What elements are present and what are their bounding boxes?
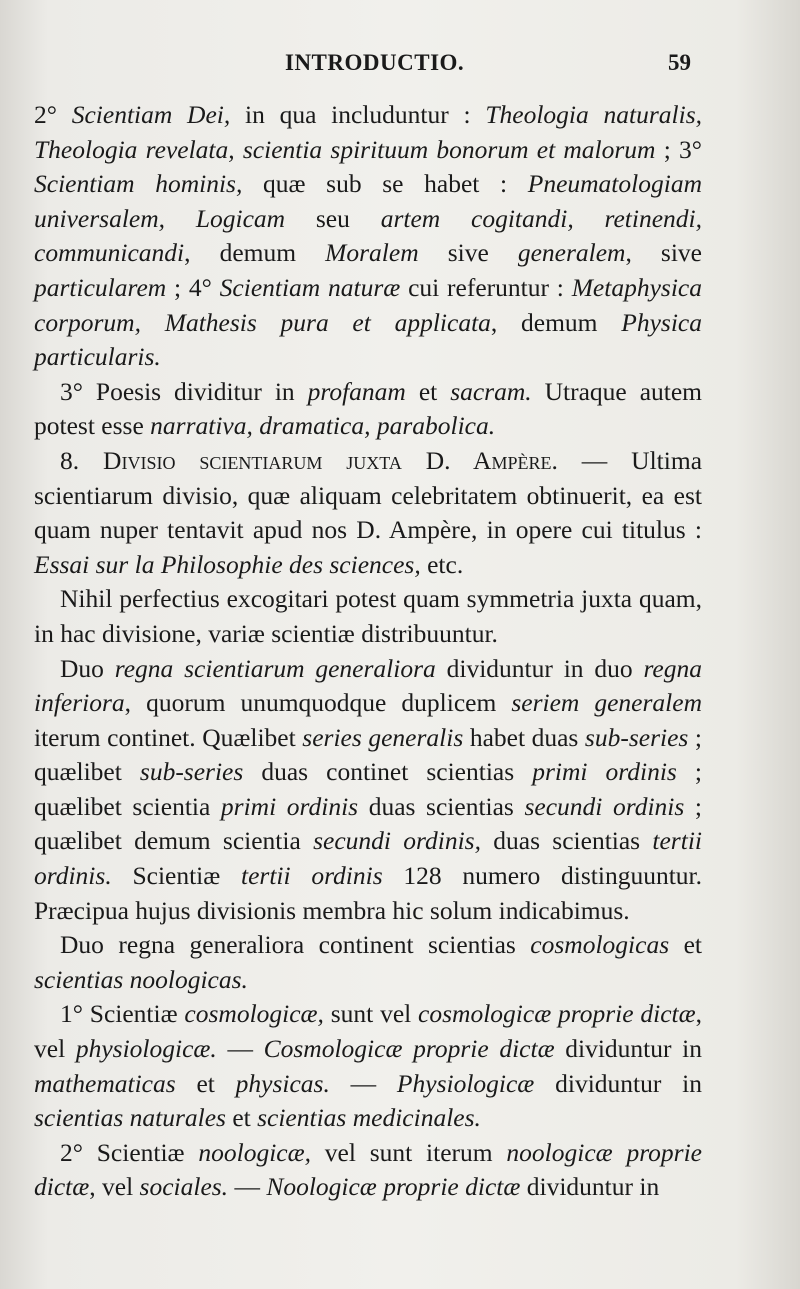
- italic-run: artem cogitandi, retinendi, communicandi: [34, 203, 703, 268]
- text-run: 2°: [34, 100, 72, 129]
- italic-run: Moralem: [325, 238, 419, 268]
- text-run: —: [216, 1034, 264, 1064]
- italic-run: sub-series: [139, 757, 244, 787]
- text-run: ; quælibet demum scientia: [34, 791, 702, 856]
- page-header: [0, 44, 800, 84]
- text-run: , demum: [490, 307, 622, 337]
- text-run: Duo: [60, 653, 115, 683]
- text-run: dividuntur in: [520, 1172, 660, 1202]
- italic-run: regna inferiora: [34, 653, 702, 718]
- italic-run: secundi ordinis,: [313, 826, 481, 856]
- text-run: duas scientias: [358, 791, 525, 821]
- text-run: seu: [285, 203, 381, 233]
- text-run: dividuntur in duo: [435, 653, 644, 683]
- italic-run: regna scientiarum generaliora: [114, 653, 436, 683]
- text-run: sive: [418, 238, 518, 268]
- italic-run: scientias medicinales.: [257, 1103, 481, 1133]
- text-run: et: [225, 1103, 258, 1133]
- text-run: 128 numero distinguuntur. Præcipua hujus divisionis membra hic solum indicabimus.: [34, 861, 702, 925]
- text-run: cui referuntur :: [400, 272, 572, 302]
- paragraph: [34, 582, 702, 651]
- text-run: 8.: [60, 445, 104, 475]
- paragraph: [34, 98, 702, 375]
- italic-run: noologicæ,: [198, 1137, 311, 1167]
- italic-run: primi ordinis: [220, 791, 359, 821]
- text-run: , demum: [184, 238, 326, 268]
- text-run: iterum continet. Quælibet: [34, 722, 303, 752]
- text-run: et: [175, 1068, 236, 1098]
- text-run: Utraque autem potest esse: [34, 376, 703, 441]
- italic-run: Scientiam hominis,: [34, 169, 243, 199]
- paragraph: [34, 928, 702, 997]
- italic-run: physiologicæ.: [75, 1034, 217, 1064]
- italic-run: sub-series: [584, 722, 689, 752]
- paragraph: [34, 375, 702, 444]
- text-run: ; quælibet scientia: [34, 757, 702, 821]
- text-run: dividuntur in: [534, 1068, 702, 1098]
- text-run: habet duas: [463, 722, 585, 752]
- paragraph: [34, 652, 702, 929]
- text-run: , sive: [625, 238, 703, 268]
- text-run: 1° Scientiæ: [60, 999, 185, 1029]
- text-run: , vel: [34, 999, 702, 1064]
- italic-run: physicas.: [235, 1068, 330, 1098]
- text-run: et: [405, 376, 451, 406]
- italic-run: secundi ordinis: [524, 791, 685, 821]
- italic-run: Noologicæ proprie dictæ: [266, 1172, 521, 1202]
- text-run: in qua includuntur :: [230, 100, 486, 129]
- text-run: Nihil perfectius excogitari potest quam symmetria juxta quam, in hac divisione, variæ scientiæ distribuuntur.: [34, 584, 702, 648]
- text-run: Duo regna generaliora continent scientias: [60, 930, 531, 960]
- text-run: sunt vel: [323, 999, 419, 1029]
- text-run: dividuntur in: [554, 1034, 702, 1064]
- italic-run: Essai sur la Philosophie des sciences,: [34, 549, 421, 579]
- text-run: etc.: [420, 549, 464, 579]
- section-heading-run: Divisio scientiarum juxta D. Ampère.: [103, 445, 558, 475]
- italic-run: Physica particularis.: [34, 307, 702, 372]
- italic-run: sacram.: [450, 376, 532, 406]
- text-run: , vel: [89, 1172, 140, 1202]
- italic-run: tertii ordinis.: [34, 826, 702, 891]
- italic-run: scientias naturales: [34, 1103, 226, 1133]
- italic-run: profanam: [307, 376, 406, 406]
- paragraph: [34, 1136, 702, 1205]
- italic-run: Scientiam naturæ: [219, 272, 401, 302]
- paragraph: [34, 444, 702, 582]
- italic-run: cosmologicas: [530, 930, 670, 960]
- italic-run: Pneumatologiam universalem, Logicam: [34, 169, 702, 233]
- italic-run: scientias noologicas.: [34, 964, 248, 994]
- italic-run: mathematicas: [34, 1068, 176, 1098]
- text-run: et: [669, 930, 703, 960]
- page-number: 59: [668, 50, 691, 75]
- running-head: INTRODUCTIO.: [285, 50, 465, 75]
- italic-run: series generalis: [302, 722, 464, 752]
- text-run: Scientiæ: [111, 861, 242, 891]
- italic-run: tertii ordinis: [241, 861, 383, 891]
- paragraph: [34, 997, 702, 1135]
- italic-run: Scientiam Dei,: [71, 100, 231, 129]
- text-run: — Ultima scientiarum divisio, quæ aliquam celebritatem obtinuerit, ea est quam nuper tentavit apud nos D. Ampère, in opere cui titulus :: [34, 445, 703, 545]
- italic-run: cosmologicæ proprie dictæ: [418, 999, 696, 1029]
- italic-run: sociales.: [139, 1172, 229, 1202]
- italic-run: narrativa, dramatica, parabolica.: [150, 411, 496, 441]
- italic-run: Physiologicæ: [396, 1068, 535, 1098]
- italic-run: noologicæ proprie dictæ: [34, 1137, 702, 1202]
- text-run: —: [329, 1068, 397, 1098]
- italic-run: Cosmologicæ proprie dictæ: [263, 1034, 555, 1064]
- text-run: , quorum unumquodque duplicem: [124, 688, 512, 718]
- text-run: 2° Scientiæ: [60, 1137, 199, 1167]
- italic-run: cosmologicæ,: [184, 999, 324, 1029]
- text-run: ; 4°: [166, 272, 220, 302]
- text-run: ; quælibet: [34, 722, 702, 787]
- italic-run: generalem: [517, 238, 626, 268]
- text-run: quæ sub se habet :: [242, 169, 528, 199]
- italic-run: seriem generalem: [511, 688, 702, 718]
- text-run: duas scientias: [480, 826, 653, 856]
- text-run: —: [228, 1172, 267, 1202]
- text-run: vel sunt iterum: [311, 1137, 507, 1167]
- text-run: ; 3°: [655, 134, 702, 164]
- italic-run: primi ordinis: [532, 757, 677, 787]
- italic-run: Metaphysica corporum, Mathesis pura et applicata: [34, 272, 702, 337]
- text-run: duas continet scientias: [243, 757, 533, 787]
- italic-run: particularem: [34, 272, 167, 302]
- text-run: 3° Poesis dividitur in: [60, 376, 308, 406]
- body-text: [34, 98, 702, 1205]
- italic-run: Theologia naturalis, Theologia revelata, scientia spirituum bonorum et malorum: [34, 100, 702, 164]
